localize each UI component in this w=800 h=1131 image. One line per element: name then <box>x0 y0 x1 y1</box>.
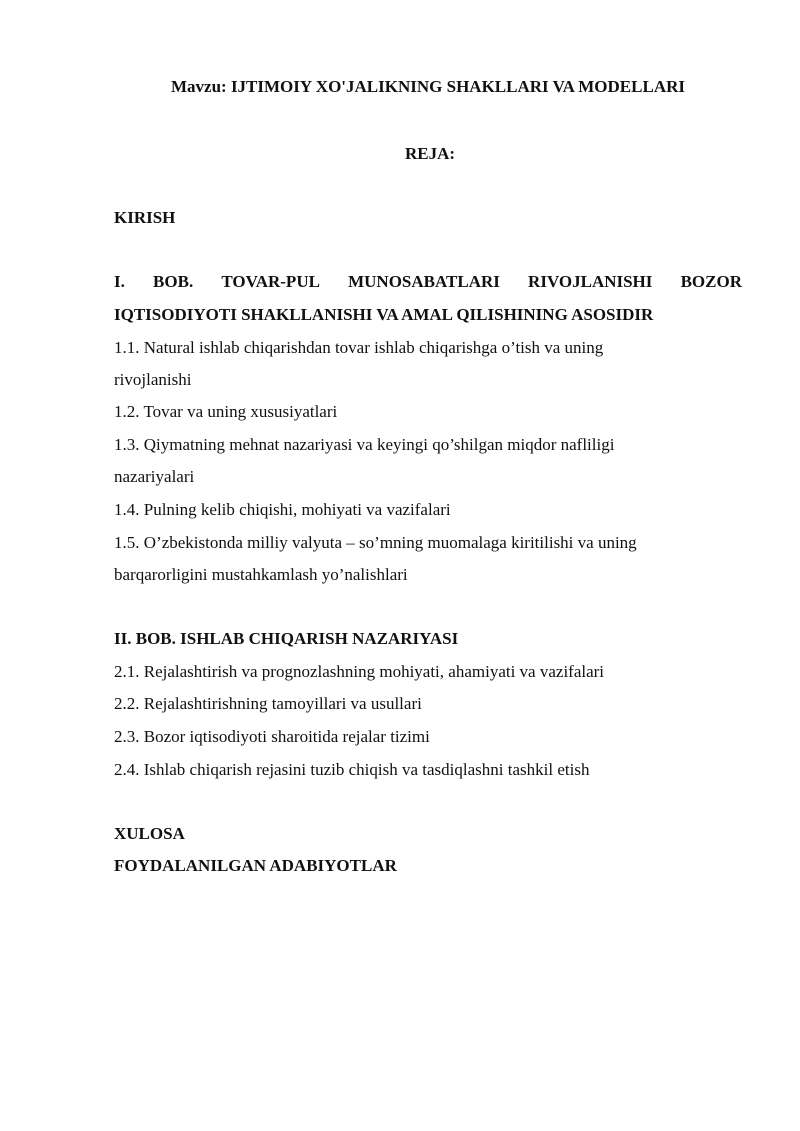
document-title: Mavzu: IJTIMOIY XO'JALIKNING SHAKLLARI VA MODELLARI <box>170 77 685 96</box>
toc-item-1-2: 1.2. Tovar va uning xususiyatlari <box>114 402 338 421</box>
toc-item-1-3-cont: nazariyalari <box>114 467 195 486</box>
chapter1-heading-word: RIVOJLANISHI <box>528 272 653 291</box>
toc-item-1-3: 1.3. Qiymatning mehnat nazariyasi va keyingi qo’shilgan miqdor nafliligi <box>114 435 615 454</box>
toc-item-1-1: 1.1. Natural ishlab chiqarishdan tovar ishlab chiqarishga o’tish va uning <box>114 338 604 357</box>
chapter1-heading-line2: IQTISODIYOTI SHAKLLANISHI VA AMAL QILISHINING ASOSIDIR <box>114 305 654 324</box>
conclusion-heading: XULOSA <box>114 824 185 843</box>
toc-item-1-4: 1.4. Pulning kelib chiqishi, mohiyati va vazifalari <box>114 500 451 519</box>
chapter1-heading-word: BOZOR <box>680 272 742 291</box>
chapter1-heading-word: TOVAR-PUL <box>221 272 320 291</box>
intro-heading: KIRISH <box>114 208 176 227</box>
chapter2-heading: II. BOB. ISHLAB CHIQARISH NAZARIYASI <box>114 629 459 648</box>
toc-item-1-1-cont: rivojlanishi <box>114 370 192 389</box>
toc-item-2-2: 2.2. Rejalashtirishning tamoyillari va usullari <box>114 694 422 713</box>
toc-item-1-5-cont: barqarorligini mustahkamlash yo’nalishlari <box>114 565 408 584</box>
toc-item-1-5: 1.5. O’zbekistonda milliy valyuta – so’mning muomalaga kiritilishi va uning <box>114 533 637 552</box>
toc-item-2-4: 2.4. Ishlab chiqarish rejasini tuzib chiqish va tasdiqlashni tashkil etish <box>114 760 590 779</box>
references-heading: FOYDALANILGAN ADABIYOTLAR <box>114 856 397 875</box>
chapter1-heading-word: BOB. <box>153 272 194 291</box>
chapter1-heading-line1 <box>114 273 742 290</box>
toc-item-2-1: 2.1. Rejalashtirish va prognozlashning mohiyati, ahamiyati va vazifalari <box>114 662 605 681</box>
chapter1-heading-word: I. <box>114 272 125 291</box>
plan-heading: REJA: <box>404 144 456 163</box>
toc-item-2-3: 2.3. Bozor iqtisodiyoti sharoitida rejalar tizimi <box>114 727 430 746</box>
chapter1-heading-word: MUNOSABATLARI <box>348 272 500 291</box>
